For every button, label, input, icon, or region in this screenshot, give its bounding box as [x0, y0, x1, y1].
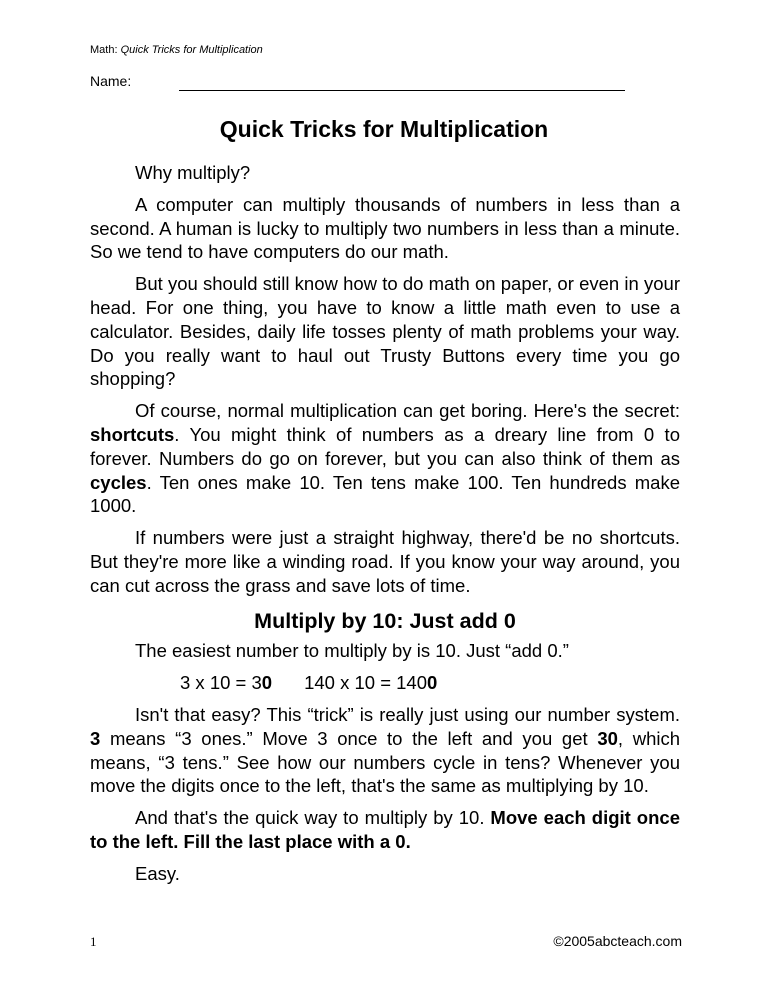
- name-blank-line: [179, 90, 625, 91]
- example-1-text: 3 x 10 = 3: [180, 672, 262, 694]
- text-run: And that's the quick way to multiply by 10.: [135, 807, 491, 829]
- example-1-added-zero: 0: [261, 672, 273, 694]
- example-2-added-zero: 0: [427, 672, 438, 694]
- keyword-shortcuts: shortcuts: [90, 423, 175, 445]
- text-run: Of course, normal multiplication can get boring. Here's the secret:: [135, 400, 680, 422]
- section-paragraph-4: Easy.: [135, 862, 180, 884]
- section-paragraph-1: The easiest number to multiply by is 10. Just “add 0.”: [135, 640, 569, 662]
- text-run: . You might think of numbers as a dreary line from 0 to forever. Numbers do go on forever, but you can also think of them as: [90, 423, 680, 469]
- keyword-cycles: cycles: [90, 471, 147, 493]
- body-text: [90, 161, 680, 894]
- section-paragraph-3: [90, 806, 680, 854]
- example-2: [304, 672, 437, 693]
- bold-3: 3: [90, 727, 101, 749]
- section-paragraph-2: [90, 703, 680, 798]
- page-number: 1: [90, 934, 97, 949]
- multiplication-examples: [90, 671, 680, 695]
- intro-paragraph-4: [90, 399, 680, 518]
- intro-paragraph-3: But you should still know how to do math on paper, or even in your head. For one thing, you have to know a little math even to use a calculator. Besides, daily life tosses plenty of math problems your way. Do you really want to haul out Trusty Buttons every time you go shopping?: [90, 273, 680, 390]
- text-run: . Ten ones make 10. Ten tens make 100. Ten hundreds make 1000.: [90, 471, 680, 517]
- text-run: means “3 ones.” Move 3 once to the left and you get: [100, 727, 598, 749]
- example-1: [180, 672, 272, 693]
- intro-paragraph-1: Why multiply?: [135, 162, 251, 183]
- page-title: Quick Tricks for Multiplication: [219, 116, 549, 142]
- copyright-notice: ©2005abcteach.com: [553, 933, 682, 949]
- intro-paragraph-5: If numbers were just a straight highway, there'd be no shortcuts. But they're more like a winding road. If you know your way around, you can cut across the grass and save lots of time.: [90, 527, 680, 596]
- example-2-text: 140 x 10 = 140: [304, 672, 428, 694]
- header-subject-prefix: Math:: [90, 44, 121, 56]
- name-field-row: [90, 73, 630, 89]
- running-header: [90, 44, 263, 56]
- section-heading: Multiply by 10: Just add 0: [254, 608, 516, 633]
- name-label: Name:: [90, 73, 132, 89]
- text-run: Isn't that easy? This “trick” is really just using our number system.: [135, 703, 680, 725]
- intro-paragraph-2: A computer can multiply thousands of numbers in less than a second. A human is lucky to multiply two numbers in less than a minute. So we tend to have computers do our math.: [90, 193, 680, 263]
- rule-statement: Move each digit once to the left. Fill the last place with a 0.: [90, 807, 680, 852]
- bold-30: 30: [597, 727, 618, 749]
- text-run: , which means, “3 tens.” See how our numbers cycle in tens? Whenever you move the digits once to the left, that's the same as multiplying by 10.: [90, 727, 681, 797]
- header-subject-title: Quick Tricks for Multiplication: [120, 44, 263, 56]
